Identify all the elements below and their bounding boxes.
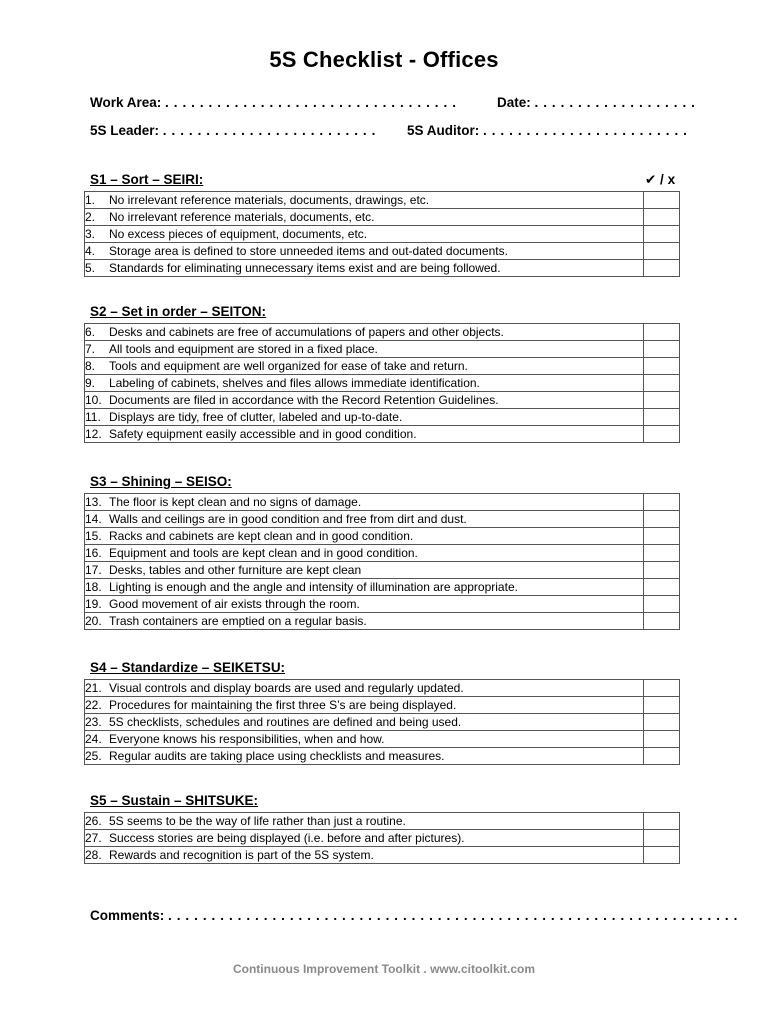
checklist-item — [85, 341, 644, 358]
section-heading-s4: S4 – Standardize – SEIKETSU: — [90, 660, 286, 675]
comments-label: Comments: — [90, 908, 165, 923]
checklist-item — [85, 209, 644, 226]
checklist-item — [85, 192, 644, 209]
check-box[interactable] — [644, 697, 680, 714]
checklist-row — [85, 341, 680, 358]
check-box[interactable] — [644, 243, 680, 260]
checklist-item — [85, 731, 644, 748]
check-box[interactable] — [644, 192, 680, 209]
item-number: 6. — [85, 325, 96, 339]
check-box[interactable] — [644, 731, 680, 748]
item-text: Rewards and recognition is part of the 5S system. — [109, 848, 374, 862]
item-text: Good movement of air exists through the room. — [109, 597, 360, 611]
auditor-label: 5S Auditor: — [407, 123, 480, 138]
page-title: 5S Checklist - Offices — [269, 47, 499, 72]
item-number: 17. — [85, 563, 102, 577]
checklist-item — [85, 830, 644, 847]
item-number: 9. — [85, 376, 96, 390]
checklist-row — [85, 226, 680, 243]
checklist-table-s3 — [84, 493, 680, 630]
checklist-item — [85, 813, 644, 830]
checklist-item — [85, 243, 644, 260]
item-number: 27. — [85, 831, 102, 845]
checklist-row — [85, 613, 680, 630]
item-text: Standards for eliminating unnecessary items exist and are being followed. — [109, 261, 501, 275]
checklist-row — [85, 528, 680, 545]
checklist-item — [85, 545, 644, 562]
section-heading-s5: S5 – Sustain – SHITSUKE: — [90, 793, 259, 808]
item-text: Desks, tables and other furniture are kept clean — [109, 563, 362, 577]
item-number: 7. — [85, 342, 96, 356]
checklist-item — [85, 528, 644, 545]
checklist-item — [85, 697, 644, 714]
checklist-item — [85, 375, 644, 392]
checklist-item — [85, 392, 644, 409]
check-column-header: ✔ / x — [645, 172, 676, 187]
item-number: 12. — [85, 427, 102, 441]
check-box[interactable] — [644, 494, 680, 511]
item-text: All tools and equipment are stored in a fixed place. — [109, 342, 378, 356]
checklist-row — [85, 579, 680, 596]
work-area-label: Work Area: — [90, 95, 162, 110]
footer-text: Continuous Improvement Toolkit . www.citoolkit.com — [232, 962, 535, 976]
item-text: Procedures for maintaining the first three S’s are being displayed. — [109, 698, 457, 712]
item-number: 23. — [85, 715, 102, 729]
item-text: Success stories are being displayed (i.e. before and after pictures). — [109, 831, 465, 845]
checklist-row — [85, 243, 680, 260]
checklist-item — [85, 613, 644, 630]
item-number: 28. — [85, 848, 102, 862]
check-box[interactable] — [644, 260, 680, 277]
date-dots: . . . . . . . . . . . . . . . . . . . — [534, 95, 696, 110]
checklist-table-s2 — [84, 323, 680, 443]
checklist-row — [85, 375, 680, 392]
check-box[interactable] — [644, 847, 680, 864]
leader-dots: . . . . . . . . . . . . . . . . . . . . . . . . . — [162, 123, 376, 138]
item-text: Labeling of cabinets, shelves and files allows immediate identification. — [109, 376, 480, 390]
checklist-row — [85, 392, 680, 409]
check-box[interactable] — [644, 375, 680, 392]
checklist-row — [85, 426, 680, 443]
checklist-row — [85, 324, 680, 341]
section-heading-s2: S2 – Set in order – SEITON: — [90, 304, 267, 319]
item-number: 21. — [85, 681, 102, 695]
check-box[interactable] — [644, 528, 680, 545]
check-box[interactable] — [644, 511, 680, 528]
item-text: No irrelevant reference materials, documents, drawings, etc. — [109, 193, 430, 207]
checklist-item — [85, 748, 644, 765]
comments-field — [90, 908, 738, 923]
item-text: Regular audits are taking place using checklists and measures. — [109, 749, 445, 763]
checklist-row — [85, 260, 680, 277]
item-text: 5S seems to be the way of life rather than just a routine. — [109, 814, 406, 828]
checklist-item — [85, 226, 644, 243]
item-text: Lighting is enough and the angle and intensity of illumination are appropriate. — [109, 580, 518, 594]
checklist-row — [85, 680, 680, 697]
item-number: 4. — [85, 244, 96, 258]
check-box[interactable] — [644, 341, 680, 358]
work-area-field — [90, 95, 457, 110]
item-number: 2. — [85, 210, 96, 224]
check-box[interactable] — [644, 426, 680, 443]
item-number: 20. — [85, 614, 102, 628]
checklist-row — [85, 209, 680, 226]
check-box[interactable] — [644, 358, 680, 375]
checklist-item — [85, 260, 644, 277]
date-field — [497, 95, 696, 110]
item-number: 16. — [85, 546, 102, 560]
check-box[interactable] — [644, 596, 680, 613]
checklist-row — [85, 697, 680, 714]
checklist-table-s1 — [84, 191, 680, 277]
check-box[interactable] — [644, 562, 680, 579]
item-number: 15. — [85, 529, 102, 543]
checklist-item — [85, 562, 644, 579]
item-text: Desks and cabinets are free of accumulations of papers and other objects. — [109, 325, 504, 339]
check-box[interactable] — [644, 680, 680, 697]
check-box[interactable] — [644, 409, 680, 426]
item-number: 24. — [85, 732, 102, 746]
checklist-row — [85, 494, 680, 511]
item-number: 3. — [85, 227, 96, 241]
check-box[interactable] — [644, 613, 680, 630]
item-text: No irrelevant reference materials, documents, etc. — [109, 210, 375, 224]
item-text: No excess pieces of equipment, documents, etc. — [109, 227, 368, 241]
item-text: Tools and equipment are well organized for ease of take and return. — [109, 359, 468, 373]
checklist-row — [85, 409, 680, 426]
checklist-item — [85, 596, 644, 613]
item-number: 19. — [85, 597, 102, 611]
item-text: Walls and ceilings are in good condition and free from dirt and dust. — [109, 512, 467, 526]
checklist-row — [85, 511, 680, 528]
checklist-row — [85, 731, 680, 748]
item-number: 13. — [85, 495, 102, 509]
item-text: Racks and cabinets are kept clean and in good condition. — [109, 529, 414, 543]
checklist-item — [85, 714, 644, 731]
check-box[interactable] — [644, 830, 680, 847]
checklist-row — [85, 192, 680, 209]
auditor-field — [407, 123, 688, 138]
item-number: 10. — [85, 393, 102, 407]
check-box[interactable] — [644, 392, 680, 409]
checklist-item — [85, 324, 644, 341]
check-box[interactable] — [644, 714, 680, 731]
checklist-row — [85, 358, 680, 375]
check-box[interactable] — [644, 209, 680, 226]
item-text: Documents are filed in accordance with the Record Retention Guidelines. — [109, 393, 499, 407]
item-number: 8. — [85, 359, 96, 373]
check-box[interactable] — [644, 813, 680, 830]
item-text: Everyone knows his responsibilities, when and how. — [109, 732, 385, 746]
item-text: Trash containers are emptied on a regular basis. — [109, 614, 367, 628]
date-label: Date: — [497, 95, 531, 110]
checklist-item — [85, 358, 644, 375]
section-heading-s3: S3 – Shining – SEISO: — [90, 474, 232, 489]
checklist-item — [85, 426, 644, 443]
item-text: Visual controls and display boards are used and regularly updated. — [109, 681, 464, 695]
checklist-item — [85, 847, 644, 864]
item-number: 25. — [85, 749, 102, 763]
check-box[interactable] — [644, 579, 680, 596]
comments-dots: . . . . . . . . . . . . . . . . . . . . . . . . . . . . . . . . . . . . . . . . . . . . . . . . . . . . . . . . . . . . . . . . . . — [168, 908, 738, 923]
item-text: Safety equipment easily accessible and in good condition. — [109, 427, 417, 441]
item-number: 1. — [85, 193, 96, 207]
check-box[interactable] — [644, 748, 680, 765]
work-area-dots: . . . . . . . . . . . . . . . . . . . . . . . . . . . . . . . . . . — [165, 95, 457, 110]
checklist-row — [85, 847, 680, 864]
item-number: 22. — [85, 698, 102, 712]
checklist-row — [85, 830, 680, 847]
check-box[interactable] — [644, 545, 680, 562]
checklist-row — [85, 748, 680, 765]
checklist-item — [85, 680, 644, 697]
item-number: 26. — [85, 814, 102, 828]
checklist-table-s5 — [84, 812, 680, 864]
leader-label: 5S Leader: — [90, 123, 160, 138]
checklist-item — [85, 409, 644, 426]
checklist-row — [85, 545, 680, 562]
leader-field — [90, 123, 376, 138]
item-text: The floor is kept clean and no signs of damage. — [109, 495, 362, 509]
checklist-item — [85, 511, 644, 528]
checklist-item — [85, 579, 644, 596]
checklist-table-s4 — [84, 679, 680, 765]
checklist-item — [85, 494, 644, 511]
item-text: Equipment and tools are kept clean and in good condition. — [109, 546, 418, 560]
checklist-row — [85, 562, 680, 579]
section-heading-s1: S1 – Sort – SEIRI: — [90, 172, 204, 187]
item-number: 11. — [85, 410, 101, 424]
item-number: 5. — [85, 261, 96, 275]
check-box[interactable] — [644, 226, 680, 243]
checklist-row — [85, 813, 680, 830]
checklist-row — [85, 596, 680, 613]
item-number: 14. — [85, 512, 102, 526]
item-number: 18. — [85, 580, 102, 594]
auditor-dots: . . . . . . . . . . . . . . . . . . . . . . . . — [483, 123, 688, 138]
item-text: 5S checklists, schedules and routines are defined and being used. — [109, 715, 462, 729]
check-box[interactable] — [644, 324, 680, 341]
item-text: Displays are tidy, free of clutter, labeled and up-to-date. — [109, 410, 403, 424]
checklist-row — [85, 714, 680, 731]
item-text: Storage area is defined to store unneeded items and out-dated documents. — [109, 244, 508, 258]
